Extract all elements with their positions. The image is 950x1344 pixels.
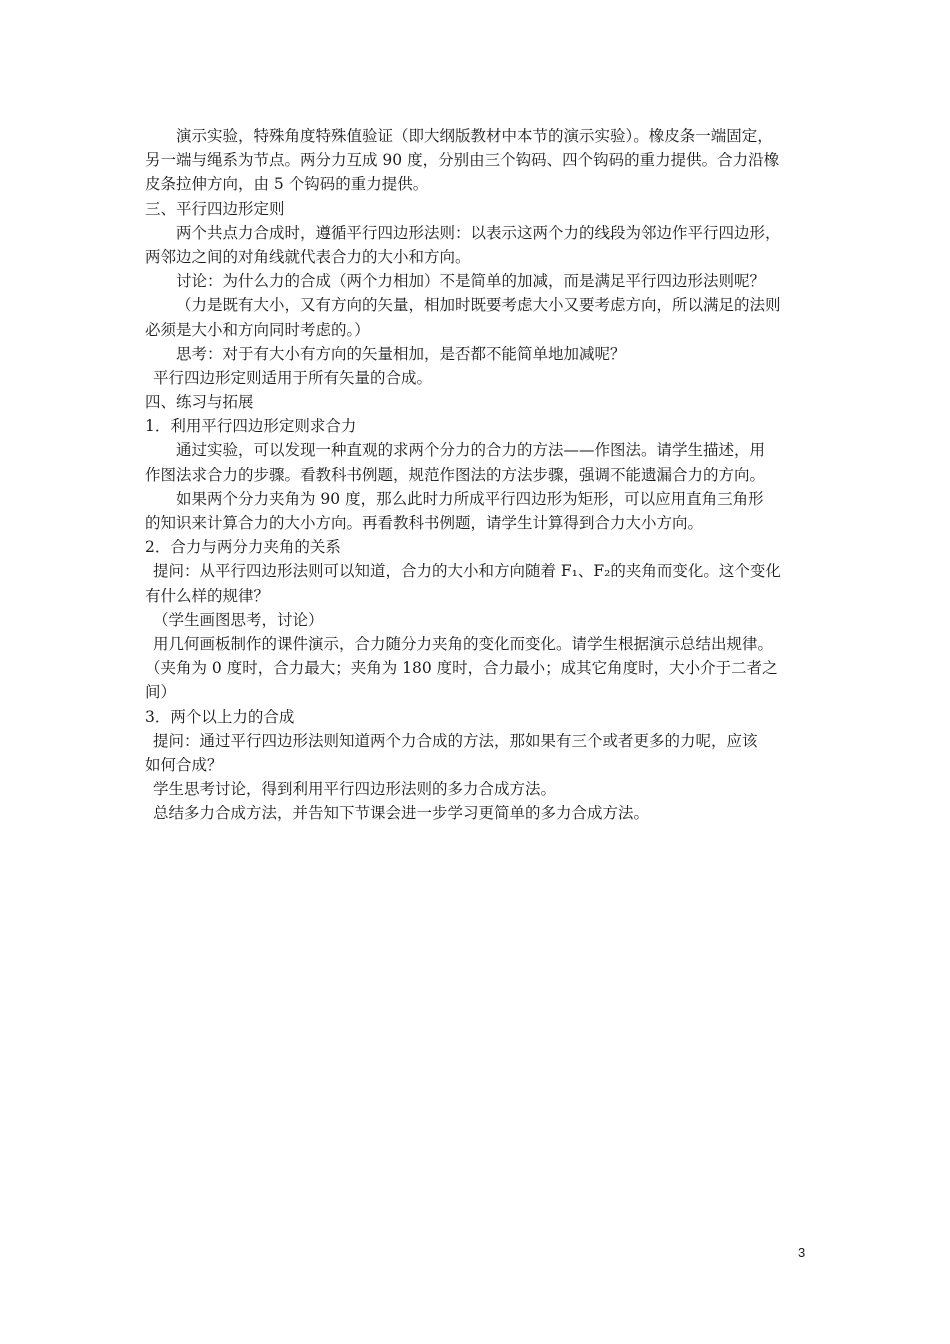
text-line: 通过实验，可以发现一种直观的求两个分力的合力的方法——作图法。请学生描述，用 (176, 441, 766, 460)
text-line: 如果两个分力夹角为 90 度，那么此时力所成平行四边形为矩形，可以应用直角三角形 (176, 489, 764, 508)
text-line: （力是既有大小，又有方向的矢量，相加时既要考虑大小又要考虑方向，所以满足的法则 (176, 296, 781, 315)
text-line: 用几何画板制作的课件演示，合力随分力夹角的变化而变化。请学生根据演示总结出规律。 (153, 634, 774, 653)
text-line: 演示实验，特殊角度特殊值验证（即大纲版教材中本节的演示实验）。橡皮条一端固定， (176, 127, 773, 145)
text-line: 如何合成？ (145, 755, 223, 774)
text-line: 提问：通过平行四边形法则知道两个力合成的方法，那如果有三个或者更多的力呢，应该 (153, 731, 758, 750)
text-line: 皮条拉伸方向，由 5 个钩码的重力提供。 (145, 175, 429, 194)
text-line: 思考：对于有大小有方向的矢量相加，是否都不能简单地加减呢？ (176, 344, 626, 363)
text-line: 1．利用平行四边形定则求合力 (145, 417, 357, 436)
text-line: 有什么样的规律？ (145, 586, 270, 605)
text-line: 三、平行四边形定则 (145, 199, 285, 218)
text-line: 另一端与绳系为节点。两分力互成 90 度，分别由三个钩码、四个钩码的重力提供。合力沿橡 (145, 151, 780, 170)
text-line: 必须是大小和方向同时考虑的。） (145, 320, 370, 339)
text-line: （夹角为 0 度时，合力最大；夹角为 180 度时，合力最小；成其它角度时，大小介于二者之 (145, 659, 778, 678)
text-line: 间） (145, 683, 177, 702)
text-line: 3．两个以上力的合成 (145, 707, 295, 726)
text-line: 四、练习与拓展 (145, 393, 254, 412)
document-body (145, 124, 810, 825)
text-line: 学生思考讨论，得到利用平行四边形法则的多力合成方法。 (153, 780, 557, 799)
text-line: 两邻边之间的对角线就代表合力的大小和方向。 (145, 247, 471, 266)
text-line: 两个共点力合成时，遵循平行四边形法则：以表示这两个力的线段为邻边作平行四边形， (176, 223, 781, 242)
page-number: 3 (798, 1245, 806, 1260)
text-line: 2．合力与两分力夹角的关系 (145, 538, 341, 557)
text-line: 提问：从平行四边形法则可以知道，合力的大小和方向随着 F₁、F₂的夹角而变化。这个变化 (153, 562, 781, 581)
text-line: 讨论：为什么力的合成（两个力相加）不是简单的加减，而是满足平行四边形法则呢？ (176, 272, 766, 291)
text-line: 平行四边形定则适用于所有矢量的合成。 (153, 368, 433, 387)
text-line: 的知识来计算合力的大小方向。再看教科书例题，请学生计算得到合力大小方向。 (145, 514, 704, 532)
text-line: 总结多力合成方法，并告知下节课会进一步学习更简单的多力合成方法。 (153, 804, 650, 823)
text-line: 作图法求合力的步骤。看教科书例题，规范作图法的方法步骤，强调不能遗漏合力的方向。 (145, 465, 766, 484)
text-line: （学生画图思考，讨论） (153, 610, 324, 629)
